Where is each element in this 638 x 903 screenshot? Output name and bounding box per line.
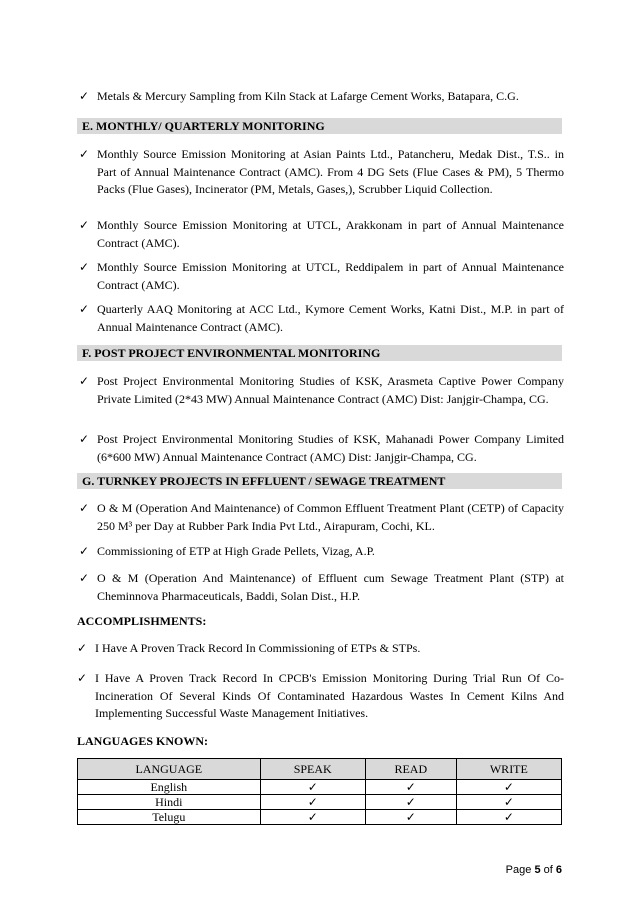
list-item-text: Metals & Mercury Sampling from Kiln Stack at Lafarge Cement Works, Batapara, C.G.: [97, 89, 519, 103]
language-cell: Hindi: [78, 795, 261, 810]
checkmark-icon: ✓: [79, 571, 90, 585]
language-cell: Telugu: [78, 810, 261, 825]
read-cell: ✓: [365, 780, 456, 795]
accomplishments-title: ACCOMPLISHMENTS:: [77, 614, 207, 628]
checkmark-icon: ✓: [79, 89, 90, 103]
read-cell: ✓: [365, 795, 456, 810]
total-pages: 6: [555, 864, 562, 876]
section-heading-f: F. POST PROJECT ENVIRONMENTAL MONITORING: [77, 345, 562, 361]
checkmark-icon: ✓: [79, 147, 90, 161]
checkmark-icon: ✓: [79, 544, 90, 558]
checkmark-icon: ✓: [79, 260, 90, 274]
page-number: 5: [534, 864, 541, 876]
language-cell: English: [78, 780, 261, 795]
document-page: ✓ Metals & Mercury Sampling from Kiln Stack at Lafarge Cement Works, Batapara, C.G. E. MONTHLY/ QUARTERLY MONITORING ✓ Monthly Source Emission Monitoring at Asian Paints Ltd., Patancheru, Medak Dist., T.S.. in Part of Annual Maintenance Contract (AMC). From 4 DG Sets (Flue Cases & PM), 5 Thermo Packs (Flue Gases), Incinerator (PM, Metals, Gases,), Scrubber Liquid Collection. ✓ Monthly Source Emission Monitoring at UTCL, Arakkonam in part of Annual Maintenance Contract (AMC). ✓ Monthly Source Emission Monitoring at UTCL, Reddipalem in part of Annual Maintenance Contract (AMC). ✓ Quarterly AAQ Monitoring at ACC Ltd., Kymore Cement Works, Katni Dist., M.P. in part of Annual Maintenance Contract (AMC). F. POST PROJECT ENVIRONMENTAL MONITORING ✓ Post Project Environmental Monitoring Studies of KSK, Arasmeta Captive Power Company Private Limited (2*43 MW) Annual Maintenance Contract (AMC) Dist: Janjgir-Champa, CG. ✓ Post Project Environmental Monitoring Studies of KSK, Mahanadi Power Company Limited (6*600 MW) Annual Maintenance Contract (AMC) Dist: Janjgir-Champa, CG. G. TURNKEY PROJECTS IN EFFLUENT / SEWAGE TREATMENT ✓ O & M (Operation And Maintenance) of Common Effluent Treatment Plant (CETP) of Capacity 250 M³ per Day at Rubber Park India Pvt Ltd., Airapuram, Cochi, KL. ✓ Commissioning of ETP at High Grade Pellets, Vizag, A.P. ✓ O & M (Operation And Maintenance) of Effluent cum Sewage Treatment Plant (STP) at Cheminnova Pharmaceuticals, Baddi, Solan Dist., H.P. ACCOMPLISHMENTS: ✓ I Have A Proven Track Record In Commissioning of ETPs & STPs. ✓ I Have A Proven Track Record In CPCB's Emission Monitoring During Trial Run Of Co-Incineration Of Several Kinds Of Contaminated Hazardous Wastes In Cement Kilns And Implementing Successful Waste Management Initiatives. LANGUAGES KNOWN: LANGUAGE SPEAK READ WRITE English ✓ ✓ ✓ Hindi ✓ ✓ ✓ Telugu ✓ ✓ ✓ Page 5 of 6: [77, 89, 564, 876]
column-header: LANGUAGE: [78, 759, 261, 780]
table-row: [78, 810, 562, 825]
write-cell: ✓: [456, 795, 561, 810]
write-cell: ✓: [456, 810, 561, 825]
checkmark-icon: ✓: [79, 218, 90, 232]
section-heading-g: G. TURNKEY PROJECTS IN EFFLUENT / SEWAGE TREATMENT: [77, 473, 562, 489]
table-header-row: [78, 759, 562, 780]
page-footer: [506, 864, 562, 876]
column-header: SPEAK: [260, 759, 365, 780]
speak-cell: ✓: [260, 810, 365, 825]
section-heading-e: E. MONTHLY/ QUARTERLY MONITORING: [77, 118, 562, 134]
checkmark-icon: ✓: [77, 641, 88, 655]
languages-table: [77, 758, 562, 825]
table-row: [78, 795, 562, 810]
speak-cell: ✓: [260, 795, 365, 810]
of-label: of: [543, 864, 553, 876]
checkmark-icon: ✓: [79, 374, 90, 388]
column-header: READ: [365, 759, 456, 780]
read-cell: ✓: [365, 810, 456, 825]
checkmark-icon: ✓: [79, 432, 90, 446]
write-cell: ✓: [456, 780, 561, 795]
table-row: [78, 780, 562, 795]
page-label: Page: [505, 864, 532, 876]
checkmark-icon: ✓: [77, 671, 88, 685]
checkmark-icon: ✓: [79, 501, 90, 515]
speak-cell: ✓: [260, 780, 365, 795]
column-header: WRITE: [456, 759, 561, 780]
languages-title: LANGUAGES KNOWN:: [77, 734, 209, 748]
checkmark-icon: ✓: [79, 302, 90, 316]
